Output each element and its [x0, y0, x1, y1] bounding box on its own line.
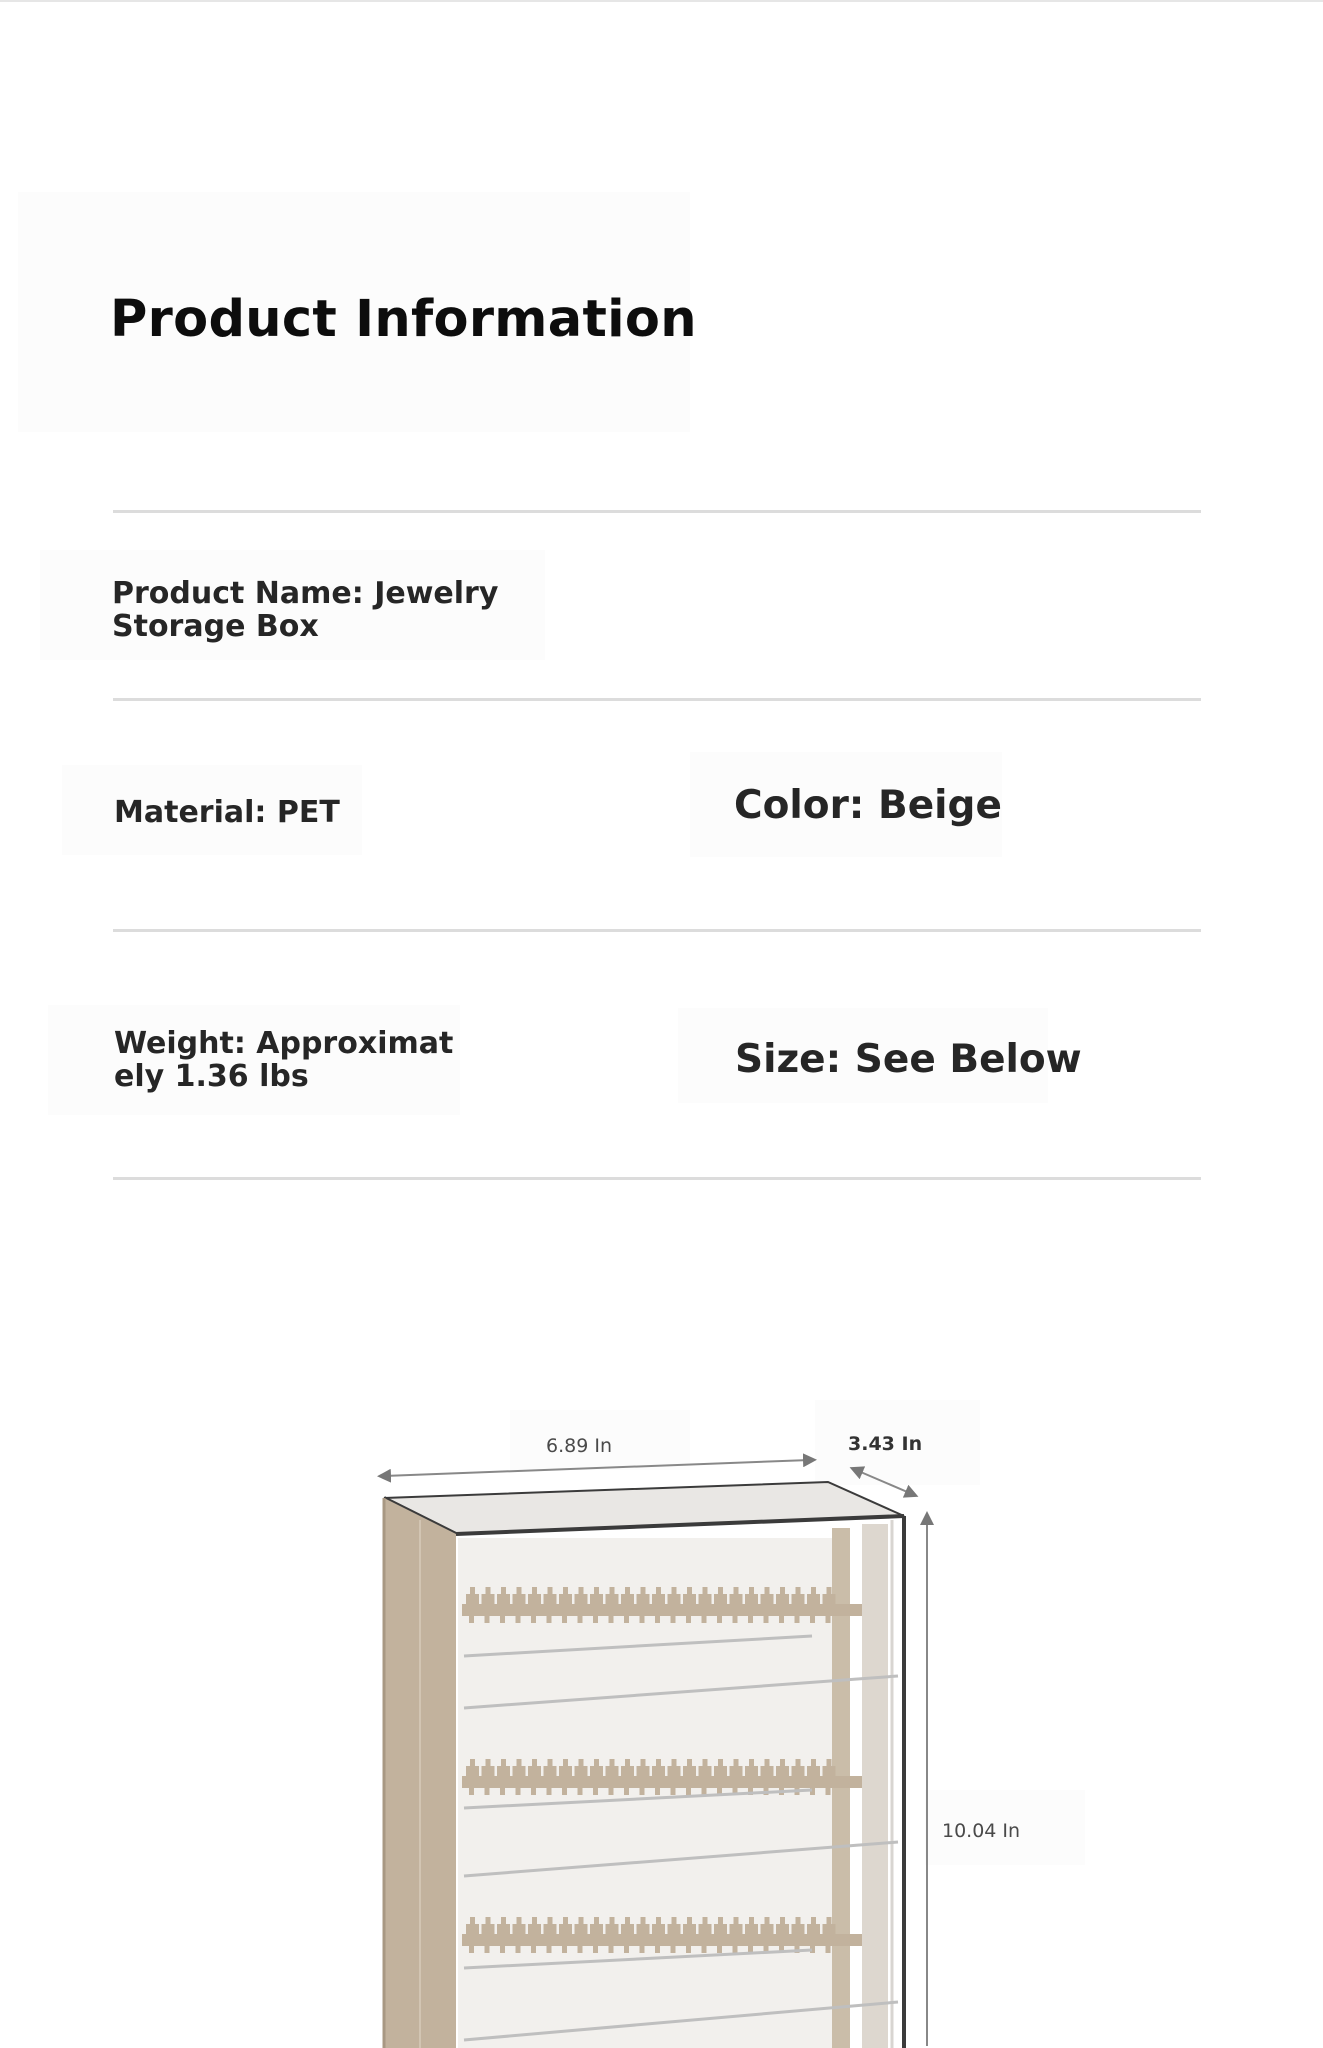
earring-peg	[531, 1788, 536, 1795]
earring-peg	[686, 1788, 691, 1795]
earring-peg	[593, 1788, 598, 1795]
earring-peg	[609, 1788, 614, 1795]
earring-peg	[655, 1946, 660, 1953]
earring-peg	[469, 1946, 474, 1953]
earring-peg	[826, 1788, 831, 1795]
size-field: Size: See Below	[735, 1037, 1082, 1082]
earring-peg	[578, 1946, 583, 1953]
earring-peg	[671, 1788, 676, 1795]
earring-peg	[640, 1616, 645, 1623]
earring-peg	[500, 1616, 505, 1623]
earring-peg	[485, 1946, 490, 1953]
earring-peg	[516, 1788, 521, 1795]
earring-peg	[609, 1616, 614, 1623]
material-field: Material: PET	[114, 795, 340, 830]
earring-peg	[500, 1788, 505, 1795]
earring-peg	[469, 1788, 474, 1795]
earring-peg	[702, 1616, 707, 1623]
earring-peg	[547, 1946, 552, 1953]
earring-peg	[500, 1946, 505, 1953]
earring-peg	[547, 1616, 552, 1623]
earring-peg	[702, 1788, 707, 1795]
page-title: Product Information	[110, 290, 697, 349]
earring-peg	[562, 1946, 567, 1953]
earring-peg	[593, 1946, 598, 1953]
earring-peg	[578, 1616, 583, 1623]
earring-peg	[795, 1616, 800, 1623]
earring-peg	[810, 1616, 815, 1623]
earring-peg	[826, 1616, 831, 1623]
earring-peg	[640, 1946, 645, 1953]
depth-arrow	[856, 1470, 912, 1494]
color-field: Color: Beige	[734, 783, 1002, 828]
earring-peg	[717, 1616, 722, 1623]
earring-peg	[516, 1616, 521, 1623]
earring-peg	[655, 1788, 660, 1795]
earring-peg	[593, 1616, 598, 1623]
earring-peg	[733, 1946, 738, 1953]
earring-peg	[655, 1616, 660, 1623]
earring-peg	[547, 1788, 552, 1795]
depth-label: 3.43 In	[848, 1433, 923, 1455]
earring-peg	[717, 1946, 722, 1953]
earring-peg	[686, 1946, 691, 1953]
earring-peg	[686, 1616, 691, 1623]
earring-peg	[764, 1616, 769, 1623]
earring-peg	[562, 1788, 567, 1795]
earring-peg	[640, 1788, 645, 1795]
earring-peg	[562, 1616, 567, 1623]
earring-peg	[531, 1946, 536, 1953]
earring-peg	[531, 1616, 536, 1623]
earring-peg	[671, 1946, 676, 1953]
earring-peg	[624, 1616, 629, 1623]
earring-peg	[826, 1946, 831, 1953]
earring-peg	[733, 1616, 738, 1623]
weight-field: Weight: Approximately 1.36 lbs	[114, 1026, 454, 1094]
height-label: 10.04 In	[942, 1820, 1021, 1842]
earring-peg	[671, 1616, 676, 1623]
earring-peg	[485, 1616, 490, 1623]
earring-peg	[578, 1788, 583, 1795]
earring-peg	[702, 1946, 707, 1953]
earring-peg	[469, 1616, 474, 1623]
earring-peg	[516, 1946, 521, 1953]
earring-peg	[609, 1946, 614, 1953]
earring-peg	[748, 1616, 753, 1623]
earring-peg	[779, 1616, 784, 1623]
width-label: 6.89 In	[546, 1435, 612, 1457]
width-arrow	[384, 1460, 810, 1476]
earring-peg	[624, 1946, 629, 1953]
earring-peg	[624, 1788, 629, 1795]
product-name-field: Product Name: Jewelry Storage Box	[112, 576, 499, 644]
earring-peg	[485, 1788, 490, 1795]
